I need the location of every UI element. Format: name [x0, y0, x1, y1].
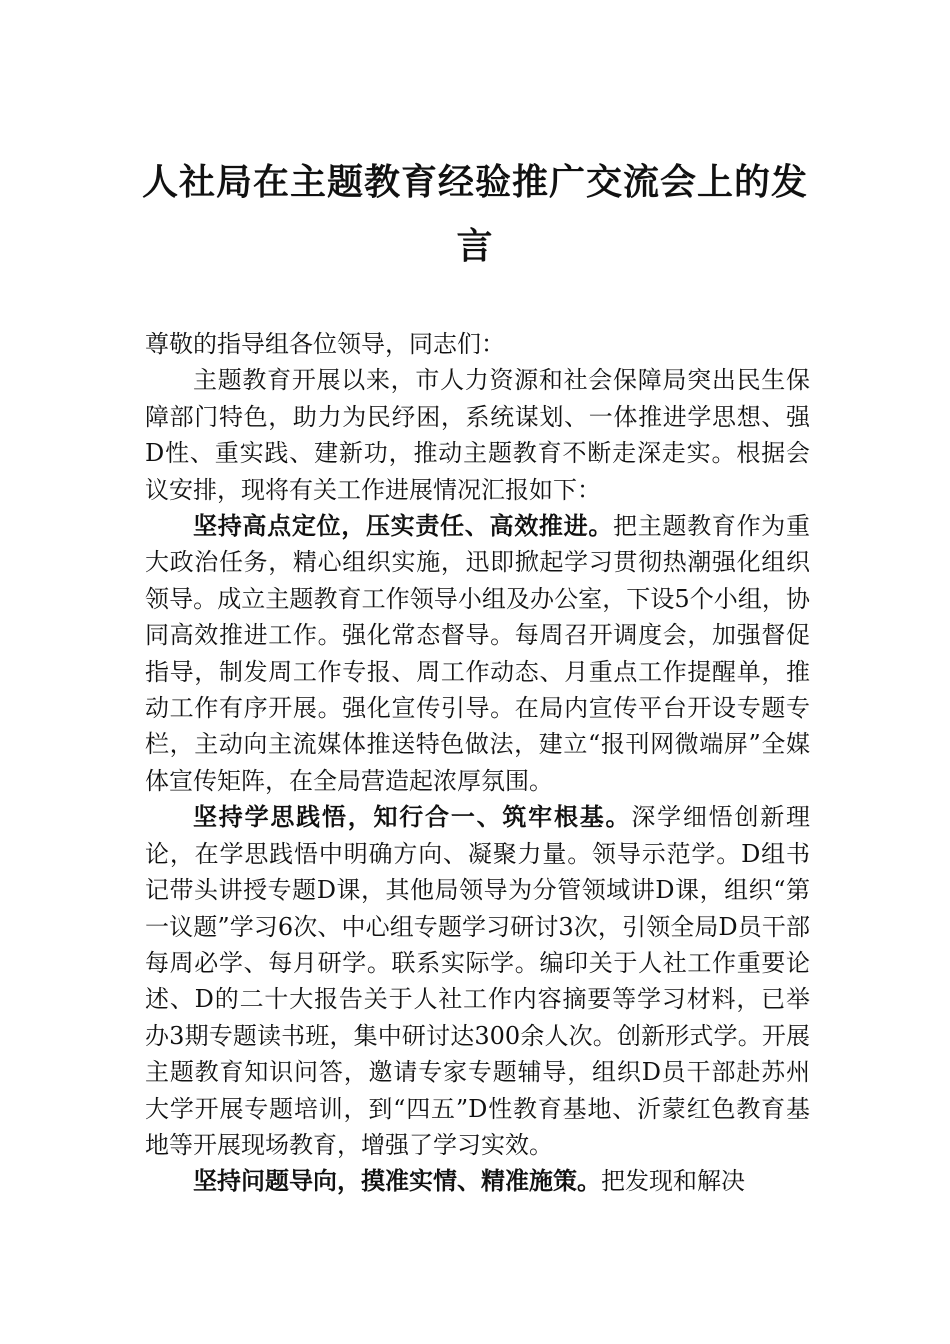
section-paragraph-1 [145, 508, 810, 799]
section-text-1: 把主题教育作为重大政治任务，精心组织实施，迅即掀起学习贯彻热潮强化组织领导。成立主题教育工作领导小组及办公室，下设5个小组，协同高效推进工作。强化常态督导。每周召开调度会，加强督促指导，制发周工作专报、周工作动态、月重点工作提醒单，推动工作有序开展。强化宣传引导。在局内宣传平台开设专题专栏，主动向主流媒体推送特色做法，建立“报刊网微端屏”全媒体宣传矩阵，在全局营造起浓厚氛围。 [145, 512, 811, 795]
section-paragraph-3 [145, 1163, 810, 1199]
section-heading-3: 坚持问题导向，摸准实情、精准施策。 [193, 1166, 601, 1196]
section-text-3: 把发现和解决 [601, 1167, 745, 1196]
document-body [145, 326, 810, 1200]
document-title: 人社局在主题教育经验推广交流会上的发言 [141, 161, 808, 267]
section-text-2: 深学细悟创新理论，在学思践悟中明确方向、凝聚力量。领导示范学。D组书记带头讲授专题D课，其他局领导为分管领域讲D课，组织“第一议题”学习6次、中心组专题学习研讨3次，引领全局D员干部每周必学、每月研学。联系实际学。编印关于人社工作重要论述、D的二十大报告关于人社工作内容摘要等学习材料，已举办3期专题读书班，集中研讨达300余人次。创新形式学。开展主题教育知识问答，邀请专家专题辅导，组织D员干部赴苏州大学开展专题培训，到“四五”D性教育基地、沂蒙红色教育基地等开展现场教育，增强了学习实效。 [145, 803, 811, 1159]
section-heading-2: 坚持学思践悟，知行合一、筑牢根基。 [193, 802, 632, 832]
intro-paragraph: 主题教育开展以来，市人力资源和社会保障局突出民生保障部门特色，助力为民纾困，系统谋划、一体推进学思想、强D性、重实践、建新功，推动主题教育不断走深走实。根据会议安排，现将有关工作进展情况汇报如下： [145, 366, 810, 504]
section-heading-1: 坚持高点定位，压实责任、高效推进。 [193, 511, 614, 541]
section-paragraph-2 [145, 799, 810, 1163]
salutation: 尊敬的指导组各位领导，同志们： [145, 330, 505, 358]
